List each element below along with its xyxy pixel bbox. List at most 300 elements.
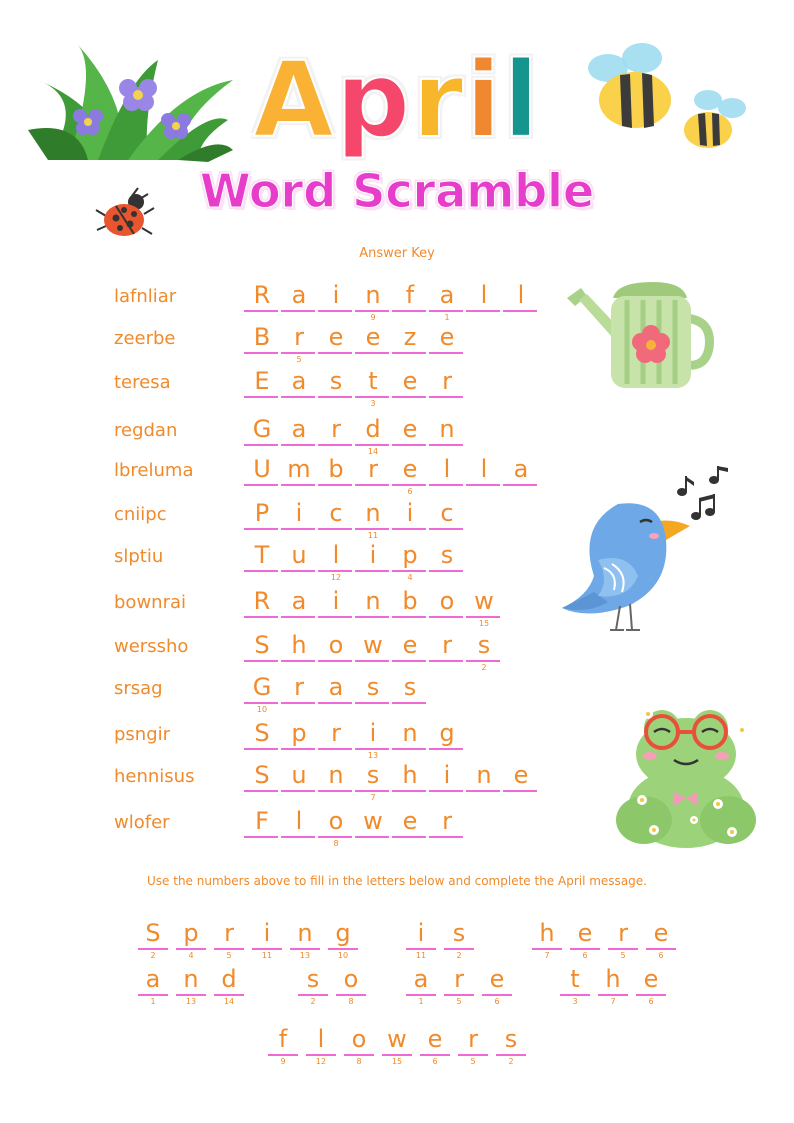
letter-slot <box>390 454 430 498</box>
watering-can-illustration <box>565 278 715 393</box>
letter-slot <box>390 586 430 630</box>
answer-letter: R <box>253 587 271 615</box>
answer-letter: T <box>254 541 270 569</box>
answer-letter: e <box>439 323 455 351</box>
letter-slot <box>279 672 319 716</box>
letter-slot <box>279 806 319 850</box>
letter-slot <box>390 540 430 584</box>
letter-underline <box>466 660 500 662</box>
message-slot <box>494 1024 528 1068</box>
clue-number: 5 <box>470 1057 476 1066</box>
letter-slot <box>279 540 319 584</box>
letter-slot <box>427 280 467 324</box>
clue-number: 1 <box>418 997 424 1006</box>
letter-slot <box>427 322 467 366</box>
letter-underline <box>281 310 315 312</box>
letter-slot <box>316 718 356 762</box>
answer-letter: e <box>402 455 418 483</box>
letter-underline <box>244 660 278 662</box>
scrambled-word: slptiu <box>114 546 164 567</box>
letter-underline <box>458 1054 488 1056</box>
message-slot <box>334 964 368 1008</box>
answer-letter: p <box>402 541 418 569</box>
letter-slot <box>316 630 356 674</box>
letter-underline <box>344 1054 374 1056</box>
answer-letter: e <box>402 807 418 835</box>
clue-number: 2 <box>481 663 487 672</box>
title-letter: r <box>412 39 466 161</box>
letter-underline <box>244 616 278 618</box>
page-title <box>0 39 794 161</box>
clue-number: 6 <box>582 951 588 960</box>
letter-slot <box>390 280 430 324</box>
letter-slot <box>427 806 467 850</box>
scrambled-word: bownrai <box>114 592 186 613</box>
answer-letter: a <box>513 455 529 483</box>
scrambled-word: psngir <box>114 724 171 745</box>
letter-slot <box>279 718 319 762</box>
letter-underline <box>444 948 474 950</box>
scrambled-word: lafnliar <box>114 286 177 307</box>
letter-slot <box>427 630 467 674</box>
letter-underline <box>429 444 463 446</box>
letter-slot <box>390 366 430 410</box>
letter-underline <box>268 1054 298 1056</box>
answer-letter: u <box>291 541 307 569</box>
letter-slot <box>353 540 393 584</box>
clue-number: 4 <box>407 573 413 582</box>
letter-slot <box>279 586 319 630</box>
letter-slot <box>279 760 319 804</box>
letter-underline <box>429 616 463 618</box>
frog-illustration <box>614 700 758 852</box>
clue-number: 11 <box>261 951 273 960</box>
letter-slot <box>501 454 541 498</box>
clue-number: 8 <box>333 839 339 848</box>
letter-slot <box>427 586 467 630</box>
letter-slot <box>353 414 393 458</box>
clue-number: 1 <box>444 313 450 322</box>
clue-number: 9 <box>370 313 376 322</box>
letter-underline <box>392 396 426 398</box>
answer-letter: c <box>329 499 343 527</box>
letter-underline <box>355 396 389 398</box>
letter-underline <box>318 396 352 398</box>
scrambled-word: wlofer <box>114 812 170 833</box>
letter-underline <box>290 948 320 950</box>
answer-letter: w <box>363 631 383 659</box>
letter-slot <box>279 414 319 458</box>
letter-underline <box>355 528 389 530</box>
message-letter: S <box>145 919 161 947</box>
clue-number: 6 <box>494 997 500 1006</box>
answer-key-label: Answer Key <box>359 246 435 261</box>
letter-slot <box>316 498 356 542</box>
answer-letter: l <box>443 455 451 483</box>
clue-number: 5 <box>456 997 462 1006</box>
letter-underline <box>306 1054 336 1056</box>
answer-letter: i <box>369 541 377 569</box>
letter-slot <box>316 414 356 458</box>
letter-underline <box>429 352 463 354</box>
message-letter: s <box>504 1025 518 1053</box>
message-slot <box>644 918 678 962</box>
letter-slot <box>353 498 393 542</box>
letter-slot <box>353 630 393 674</box>
letter-underline <box>392 352 426 354</box>
clue-number: 9 <box>280 1057 286 1066</box>
message-letter: e <box>427 1025 443 1053</box>
message-slot <box>442 918 476 962</box>
letter-underline <box>244 444 278 446</box>
letter-underline <box>252 948 282 950</box>
answer-letter: n <box>402 719 418 747</box>
message-slot <box>136 964 170 1008</box>
letter-slot <box>353 454 393 498</box>
answer-letter: r <box>331 415 341 443</box>
answer-letter: n <box>476 761 492 789</box>
answer-letter: c <box>440 499 454 527</box>
letter-slot <box>390 322 430 366</box>
answer-letter: U <box>253 455 271 483</box>
answer-letter: a <box>291 281 307 309</box>
letter-underline <box>392 310 426 312</box>
letter-slot <box>316 540 356 584</box>
letter-underline <box>382 1054 412 1056</box>
letter-underline <box>355 616 389 618</box>
letter-underline <box>214 948 244 950</box>
answer-letter: i <box>332 281 340 309</box>
letter-underline <box>355 660 389 662</box>
answer-letter: a <box>291 587 307 615</box>
clue-number: 15 <box>391 1057 403 1066</box>
letter-underline <box>244 748 278 750</box>
title-letter: i <box>465 39 504 161</box>
message-slot <box>634 964 668 1008</box>
clue-number: 3 <box>370 399 376 408</box>
answer-letter: r <box>442 631 452 659</box>
letter-underline <box>176 948 206 950</box>
answer-letter: n <box>328 761 344 789</box>
letter-underline <box>355 352 389 354</box>
letter-slot <box>390 672 430 716</box>
clue-number: 2 <box>456 951 462 960</box>
answer-letter: e <box>365 323 381 351</box>
letter-underline <box>281 570 315 572</box>
letter-underline <box>318 570 352 572</box>
letter-underline <box>503 484 537 486</box>
letter-underline <box>281 790 315 792</box>
letter-underline <box>466 310 500 312</box>
answer-letter: i <box>332 587 340 615</box>
letter-slot <box>353 586 393 630</box>
letter-slot <box>316 454 356 498</box>
message-letter: o <box>343 965 359 993</box>
letter-slot <box>242 322 282 366</box>
answer-letter: a <box>328 673 344 701</box>
scrambled-word: srsag <box>114 678 163 699</box>
answer-letter: r <box>294 323 304 351</box>
answer-letter: e <box>402 367 418 395</box>
letter-slot <box>390 414 430 458</box>
letter-underline <box>138 994 168 996</box>
message-slot <box>442 964 476 1008</box>
letter-slot <box>353 806 393 850</box>
clue-number: 13 <box>185 997 197 1006</box>
message-letter: o <box>351 1025 367 1053</box>
letter-underline <box>355 484 389 486</box>
clue-number: 6 <box>658 951 664 960</box>
letter-slot <box>464 454 504 498</box>
letter-underline <box>482 994 512 996</box>
letter-slot <box>279 366 319 410</box>
letter-underline <box>281 616 315 618</box>
letter-underline <box>392 748 426 750</box>
clue-number: 1 <box>150 997 156 1006</box>
message-slot <box>304 1024 338 1068</box>
answer-letter: G <box>252 415 272 443</box>
answer-letter: s <box>366 761 380 789</box>
letter-underline <box>298 994 328 996</box>
answer-letter: a <box>291 367 307 395</box>
letter-slot <box>242 280 282 324</box>
letter-underline <box>392 616 426 618</box>
answer-letter: r <box>442 367 452 395</box>
answer-letter: e <box>328 323 344 351</box>
letter-underline <box>355 310 389 312</box>
letter-underline <box>318 484 352 486</box>
clue-number: 12 <box>315 1057 327 1066</box>
clue-number: 11 <box>367 531 379 540</box>
clue-number: 5 <box>296 355 302 364</box>
bluebird-illustration <box>558 496 693 636</box>
answer-letter: h <box>402 761 418 789</box>
message-letter: h <box>605 965 621 993</box>
answer-letter: F <box>255 807 269 835</box>
letter-underline <box>532 948 562 950</box>
answer-letter: S <box>254 719 270 747</box>
message-slot <box>296 964 330 1008</box>
letter-slot <box>390 806 430 850</box>
clue-number: 6 <box>432 1057 438 1066</box>
answer-letter: s <box>440 541 454 569</box>
letter-underline <box>636 994 666 996</box>
answer-letter: u <box>291 761 307 789</box>
answer-letter: s <box>329 367 343 395</box>
letter-underline <box>392 790 426 792</box>
letter-underline <box>355 444 389 446</box>
letter-underline <box>608 948 638 950</box>
letter-slot <box>427 366 467 410</box>
answer-letter: n <box>365 499 381 527</box>
letter-slot <box>316 322 356 366</box>
message-slot <box>596 964 630 1008</box>
message-slot <box>418 1024 452 1068</box>
answer-letter: R <box>253 281 271 309</box>
letter-slot <box>316 366 356 410</box>
clue-number: 10 <box>256 705 268 714</box>
letter-slot <box>427 414 467 458</box>
answer-letter: l <box>295 807 303 835</box>
letter-underline <box>466 790 500 792</box>
message-slot <box>266 1024 300 1068</box>
message-letter: i <box>263 919 271 947</box>
message-letter: w <box>387 1025 407 1053</box>
letter-underline <box>244 310 278 312</box>
letter-slot <box>353 322 393 366</box>
answer-letter: S <box>254 761 270 789</box>
letter-underline <box>244 702 278 704</box>
letter-slot <box>279 498 319 542</box>
letter-underline <box>244 528 278 530</box>
letter-underline <box>429 310 463 312</box>
letter-underline <box>429 660 463 662</box>
scrambled-word: teresa <box>114 372 171 393</box>
message-letter: r <box>224 919 234 947</box>
letter-underline <box>318 660 352 662</box>
clue-number: 7 <box>610 997 616 1006</box>
letter-underline <box>646 948 676 950</box>
message-letter: r <box>468 1025 478 1053</box>
letter-slot <box>316 280 356 324</box>
letter-slot <box>464 630 504 674</box>
scrambled-word: hennisus <box>114 766 195 787</box>
letter-slot <box>353 366 393 410</box>
letter-slot <box>464 280 504 324</box>
message-slot <box>456 1024 490 1068</box>
letter-slot <box>390 760 430 804</box>
letter-underline <box>214 994 244 996</box>
message-slot <box>568 918 602 962</box>
message-slot <box>606 918 640 962</box>
letter-slot <box>427 498 467 542</box>
message-letter: n <box>183 965 199 993</box>
letter-slot <box>279 280 319 324</box>
answer-letter: l <box>480 455 488 483</box>
title-letter: l <box>503 39 541 161</box>
clue-number: 14 <box>367 447 379 456</box>
answer-letter: e <box>402 631 418 659</box>
clue-number: 8 <box>356 1057 362 1066</box>
letter-underline <box>355 748 389 750</box>
message-slot <box>380 1024 414 1068</box>
letter-underline <box>355 570 389 572</box>
letter-slot <box>242 630 282 674</box>
letter-underline <box>281 484 315 486</box>
letter-underline <box>281 444 315 446</box>
letter-slot <box>242 806 282 850</box>
message-slot <box>250 918 284 962</box>
letter-underline <box>429 484 463 486</box>
letter-underline <box>392 836 426 838</box>
letter-slot <box>242 760 282 804</box>
scrambled-word: lbreluma <box>114 460 194 481</box>
clue-number: 15 <box>478 619 490 628</box>
clue-number: 11 <box>415 951 427 960</box>
scrambled-word: werssho <box>114 636 189 657</box>
letter-slot <box>427 760 467 804</box>
message-slot <box>174 918 208 962</box>
clue-number: 3 <box>572 997 578 1006</box>
answer-letter: b <box>328 455 344 483</box>
letter-underline <box>444 994 474 996</box>
clue-number: 8 <box>348 997 354 1006</box>
message-letter: g <box>335 919 351 947</box>
letter-underline <box>503 310 537 312</box>
letter-underline <box>336 994 366 996</box>
answer-letter: n <box>439 415 455 443</box>
message-slot <box>480 964 514 1008</box>
letter-underline <box>598 994 628 996</box>
message-letter: n <box>297 919 313 947</box>
message-letter: s <box>306 965 320 993</box>
answer-letter: o <box>328 807 344 835</box>
answer-letter: f <box>405 281 415 309</box>
letter-slot <box>427 718 467 762</box>
answer-letter: l <box>517 281 525 309</box>
letter-underline <box>392 570 426 572</box>
letter-underline <box>318 444 352 446</box>
letter-slot <box>279 454 319 498</box>
letter-slot <box>242 672 282 716</box>
letter-slot <box>390 630 430 674</box>
letter-underline <box>244 396 278 398</box>
clue-number: 2 <box>150 951 156 960</box>
letter-underline <box>429 836 463 838</box>
message-slot <box>136 918 170 962</box>
letter-underline <box>318 352 352 354</box>
answer-letter: P <box>254 499 270 527</box>
letter-underline <box>496 1054 526 1056</box>
letter-underline <box>281 352 315 354</box>
message-letter: t <box>570 965 580 993</box>
message-slot <box>530 918 564 962</box>
clue-number: 12 <box>330 573 342 582</box>
letter-underline <box>318 702 352 704</box>
letter-underline <box>355 702 389 704</box>
message-slot <box>404 964 438 1008</box>
letter-underline <box>318 748 352 750</box>
message-slot <box>342 1024 376 1068</box>
letter-underline <box>244 484 278 486</box>
letter-slot <box>242 366 282 410</box>
clue-number: 2 <box>508 1057 514 1066</box>
answer-letter: h <box>291 631 307 659</box>
answer-letter: s <box>366 673 380 701</box>
message-letter: e <box>577 919 593 947</box>
answer-letter: i <box>406 499 414 527</box>
message-slot <box>288 918 322 962</box>
letter-underline <box>281 660 315 662</box>
letter-underline <box>429 396 463 398</box>
letter-underline <box>392 660 426 662</box>
message-slot <box>174 964 208 1008</box>
answer-letter: n <box>365 587 381 615</box>
clue-number: 10 <box>337 951 349 960</box>
answer-letter: m <box>287 455 311 483</box>
letter-slot <box>316 586 356 630</box>
letter-underline <box>244 570 278 572</box>
letter-underline <box>429 570 463 572</box>
answer-letter: a <box>291 415 307 443</box>
letter-underline <box>328 948 358 950</box>
clue-number: 14 <box>223 997 235 1006</box>
letter-underline <box>318 616 352 618</box>
letter-underline <box>406 948 436 950</box>
letter-slot <box>316 760 356 804</box>
letter-underline <box>429 748 463 750</box>
answer-letter: d <box>365 415 381 443</box>
